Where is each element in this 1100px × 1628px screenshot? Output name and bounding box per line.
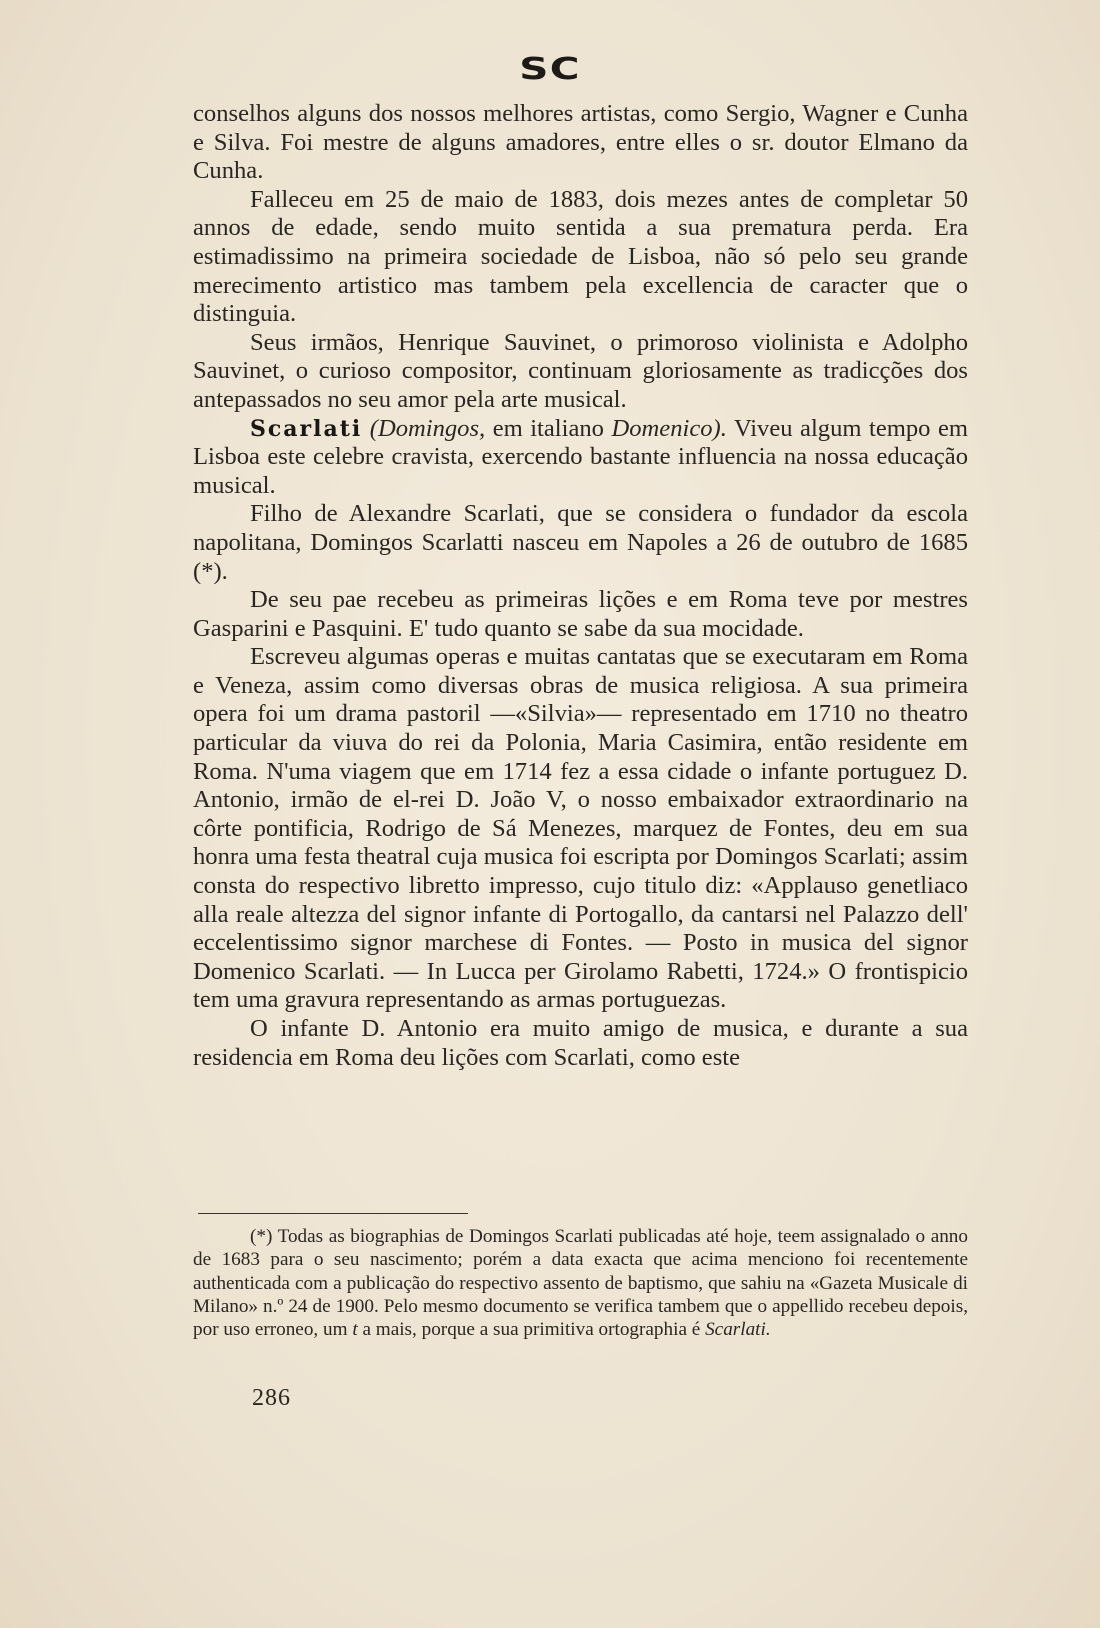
entry-headword: Scarlati bbox=[250, 415, 363, 442]
footnote-rule bbox=[198, 1213, 468, 1214]
paragraph: De seu pae recebeu as primeiras lições e em Roma teve por mestres Gasparini e Pasquini. E' tudo quanto se sabe da sua mocidade. bbox=[193, 586, 968, 642]
footnote-italic-name: Scarlati. bbox=[705, 1319, 771, 1341]
paragraph: Seus irmãos, Henrique Sauvinet, o primoroso violinista e Adolpho Sauvinet, o curioso compositor, continuam gloriosamente as tradicções dos antepassados no seu amor pela arte musical. bbox=[193, 328, 968, 413]
footnote-letter: t bbox=[352, 1319, 358, 1341]
footnote-text-after: a mais, porque a sua primitiva ortographia é bbox=[362, 1319, 701, 1341]
paragraph: Filho de Alexandre Scarlati, que se considera o fundador da escola napolitana, Domingos Scarlatti nasceu em Napoles a 26 de outubro de 1685 (*). bbox=[193, 500, 968, 585]
paragraph: conselhos alguns dos nossos melhores artistas, como Sergio, Wagner e Cunha e Silva. Foi mestre de alguns amadores, entre elles o sr. doutor Elmano da Cunha. bbox=[193, 100, 968, 185]
footnote bbox=[193, 1225, 968, 1341]
paragraph: O infante D. Antonio era muito amigo de musica, e durante a sua residencia em Roma deu lições com Scarlati, como este bbox=[193, 1015, 968, 1071]
running-head: SC bbox=[519, 52, 581, 87]
dictionary-entry bbox=[193, 415, 968, 501]
entry-italian-name: Domenico). bbox=[611, 414, 727, 442]
footnote-text: (*) Todas as biographias de Domingos Scarlati publicadas até hoje, teem assignalado o anno de 1683 para o seu nascimento; porém a data exacta que acima menciono foi recentemente authenticada com a publicação do respectivo assento de baptismo, que sahiu na «Gazeta Musicale di Milano» n.º 24 de 1900. Pelo mesmo documento se verifica tambem que o appellido recebeu depois, por uso erroneo, um bbox=[193, 1226, 968, 1341]
paragraph: Falleceu em 25 de maio de 1883, dois mezes antes de completar 50 annos de edade, sendo muito sentida a sua prematura perda. Era estimadissimo na primeira sociedade de Lisboa, não só pelo seu grande merecimento artistico mas tambem pela excellencia de caracter que o distinguia. bbox=[193, 185, 968, 328]
entry-italian-prefix: em italiano bbox=[492, 414, 604, 442]
page-number: 286 bbox=[252, 1385, 291, 1411]
entry-text: Viveu algum tempo em Lisboa este celebre cravista, exercendo bastante influencia na nossa educação musical. bbox=[193, 414, 968, 499]
paragraph: Escreveu algumas operas e muitas cantatas que se executaram em Roma e Veneza, assim como diversas obras de musica religiosa. A sua primeira opera foi um drama pastoril —«Silvia»— representado em 1710 no theatro particular da viuva do rei da Polonia, Maria Casimira, então residente em Roma. N'uma viagem que em 1714 fez a essa cidade o infante portuguez D. Antonio, irmão de el-rei D. João V, o nosso embaixador extraordinario na côrte pontificia, Rodrigo de Sá Menezes, marquez de Fontes, deu em sua honra uma festa theatral cuja musica foi escripta por Domingos Scarlati; assim consta do respectivo libretto impresso, cujo titulo diz: «Applauso genetliaco alla reale altezza del signor infante di Portogallo, da cantarsi nel Palazzo dell' eccelentissimo signor marchese di Fontes. — Posto in musica del signor Domenico Scarlati. — In Lucca per Girolamo Rabetti, 1724.» O frontispicio tem uma gravura representando as armas portuguezas. bbox=[193, 643, 968, 1014]
body-text bbox=[193, 100, 968, 1072]
entry-subtitle: (Domingos, bbox=[369, 414, 486, 442]
